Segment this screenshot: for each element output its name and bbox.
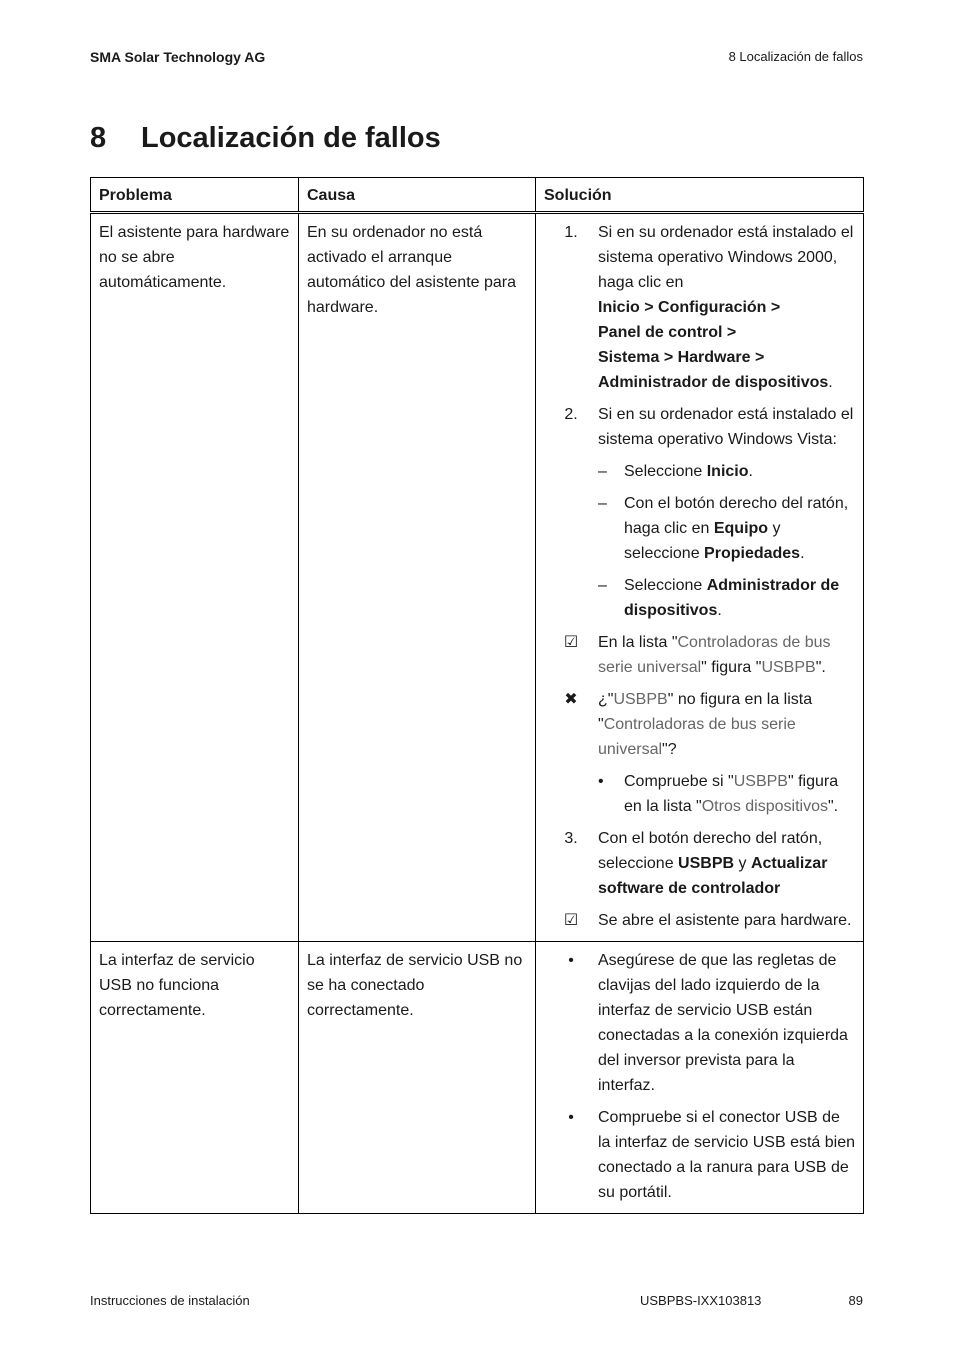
checkbox-checked-icon: ☑ — [563, 634, 579, 651]
solution-cell — [536, 942, 864, 1214]
cause-cell: En su ordenador no está activado el arranque automático del asistente para hardware. — [299, 213, 536, 942]
solution-bullet — [544, 948, 855, 1098]
bullet-text: Compruebe si el conector USB de la interfaz de servicio USB está bien conectado a la ranura para USB de su portátil. — [598, 1109, 856, 1201]
bullet-marker: • — [568, 1109, 574, 1126]
sub-step: – Con el botón derecho del ratón, haga clic en Equipo y seleccione Propiedades. — [598, 491, 855, 566]
bullet-marker: • — [568, 952, 574, 969]
menu-path-line: Inicio > Configuración > — [598, 299, 781, 316]
step-text: Si en su ordenador está instalado el sistema operativo Windows Vista: — [598, 406, 854, 448]
column-header-solution: Solución — [536, 178, 864, 213]
page-number: 89 — [848, 1293, 863, 1308]
menu-path-line: Panel de control > — [598, 324, 737, 341]
chapter-title: Localización de fallos — [141, 122, 441, 154]
dash-marker: – — [598, 463, 607, 480]
result-text: Se abre el asistente para hardware. — [598, 912, 852, 929]
bullet-marker: • — [598, 773, 604, 790]
dash-marker: – — [598, 577, 607, 594]
sub-step: – Seleccione Inicio. — [598, 459, 855, 484]
sub-step: – Seleccione Administrador de dispositivos. — [598, 573, 855, 623]
table-header-row — [91, 178, 864, 213]
footer-doc-code: USBPBS-IXX103813 — [640, 1293, 762, 1308]
header-company: SMA Solar Technology AG — [90, 49, 266, 65]
menu-path-line: Administrador de dispositivos — [598, 374, 829, 391]
step-text: Si en su ordenador está instalado el sistema operativo Windows 2000, haga clic en — [598, 224, 854, 291]
column-header-cause: Causa — [299, 178, 536, 213]
page-title — [90, 122, 441, 155]
solution-step-1: 1. Si en su ordenador está instalado el sistema operativo Windows 2000, haga clic en Inicio > Configuración > Panel de control > Sistema > Hardware > Administrador de dispositivos. — [544, 220, 855, 395]
menu-path-line: Sistema > Hardware > — [598, 349, 765, 366]
result-line: ☑ En la lista "Controladoras de bus serie universal" figura "USBPB". — [544, 630, 855, 680]
footer-doc-type: Instrucciones de instalación — [90, 1293, 250, 1308]
bullet-text: Asegúrese de que las regletas de clavijas del lado izquierdo de la interfaz de servicio USB están conectadas a la conexión izquierda del inversor prevista para la interfaz. — [598, 952, 848, 1094]
chapter-number: 8 — [90, 122, 107, 154]
step-number: 2. — [564, 406, 578, 423]
solution-step-3: 3. Con el botón derecho del ratón, seleccione USBPB y Actualizar software de controlador — [544, 826, 855, 901]
dash-marker: – — [598, 495, 607, 512]
cause-cell: La interfaz de servicio USB no se ha conectado correctamente. — [299, 942, 536, 1214]
solution-cell — [536, 213, 864, 942]
header-section: 8 Localización de fallos — [728, 49, 863, 64]
table-row — [91, 942, 864, 1214]
error-cross-icon: ✖ — [564, 691, 578, 708]
solution-bullet — [544, 1105, 855, 1205]
remedy-bullet: • Compruebe si "USBPB" figura en la lista "Otros dispositivos". — [598, 769, 855, 819]
troubleshooting-table — [90, 177, 864, 1214]
problem-cell: El asistente para hardware no se abre automáticamente. — [91, 213, 299, 942]
column-header-problem: Problema — [91, 178, 299, 213]
error-line: ✖ ¿"USBPB" no figura en la lista "Controladoras de bus serie universal"? — [544, 687, 855, 762]
checkbox-checked-icon: ☑ — [563, 912, 579, 929]
problem-cell: La interfaz de servicio USB no funciona correctamente. — [91, 942, 299, 1214]
table-row — [91, 213, 864, 942]
step-number: 3. — [564, 830, 578, 847]
result-line — [544, 908, 855, 933]
step-number: 1. — [564, 224, 578, 241]
solution-step-2 — [544, 402, 855, 452]
